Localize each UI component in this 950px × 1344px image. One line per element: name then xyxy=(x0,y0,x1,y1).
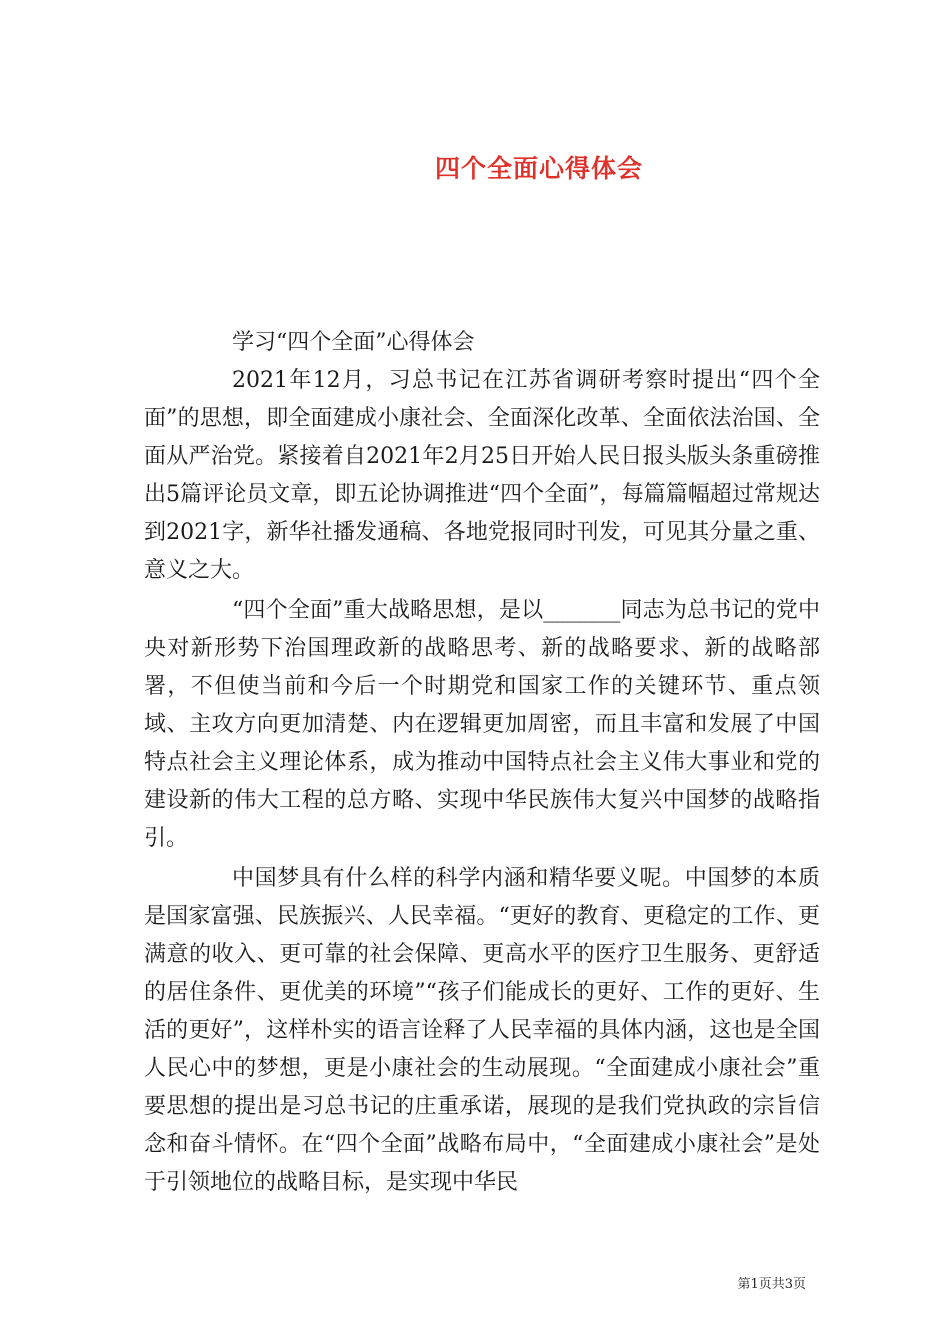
paragraph-2: “四个全面”重大战略思想，是以_______同志为总书记的党中央对新形势下治国理政新的战略思考、新的战略要求、新的战略部署，不但使当前和今后一个时期党和国家工作的关键环节、重点领域、主攻方向更加清楚、内在逻辑更加周密，而且丰富和发展了中国特点社会主义理论体系，成为推动中国特点社会主义伟大事业和党的建设新的伟大工程的总方略、实现中华民族伟大复兴中国梦的战略指引。 xyxy=(144,598,820,851)
page-indicator: 第1页共3页 xyxy=(737,1277,806,1292)
document-body xyxy=(144,324,820,1202)
subheading: 学习“四个全面”心得体会 xyxy=(232,330,475,355)
paragraph-1: 2021年12月，习总书记在江苏省调研考察时提出“四个全面”的思想，即全面建成小康社会、全面深化改革、全面依法治国、全面从严治党。紧接着自2021年2月25日开始人民日报头版头条重磅推出5篇评论员文章，即五论协调推进“四个全面”，每篇篇幅超过常规达到2021字，新华社播发通稿、各地党报同时刊发，可见其分量之重、意义之大。 xyxy=(144,368,820,583)
document-title: 四个全面心得体会 xyxy=(434,153,643,183)
paragraph-3: 中国梦具有什么样的科学内涵和精华要义呢。中国梦的本质是国家富强、民族振兴、人民幸福。“更好的教育、更稳定的工作、更满意的收入、更可靠的社会保障、更高水平的医疗卫生服务、更舒适的居住条件、更优美的环境”“孩子们能成长的更好、工作的更好、生活的更好”，这样朴实的语言诠释了人民幸福的具体内涵，这也是全国人民心中的梦想，更是小康社会的生动展现。“全面建成小康社会”重要思想的提出是习总书记的庄重承诺，展现的是我们党执政的宗旨信念和奋斗情怀。在“四个全面”战略布局中，“全面建成小康社会”是处于引领地位的战略目标，是实现中华民 xyxy=(144,866,820,1195)
